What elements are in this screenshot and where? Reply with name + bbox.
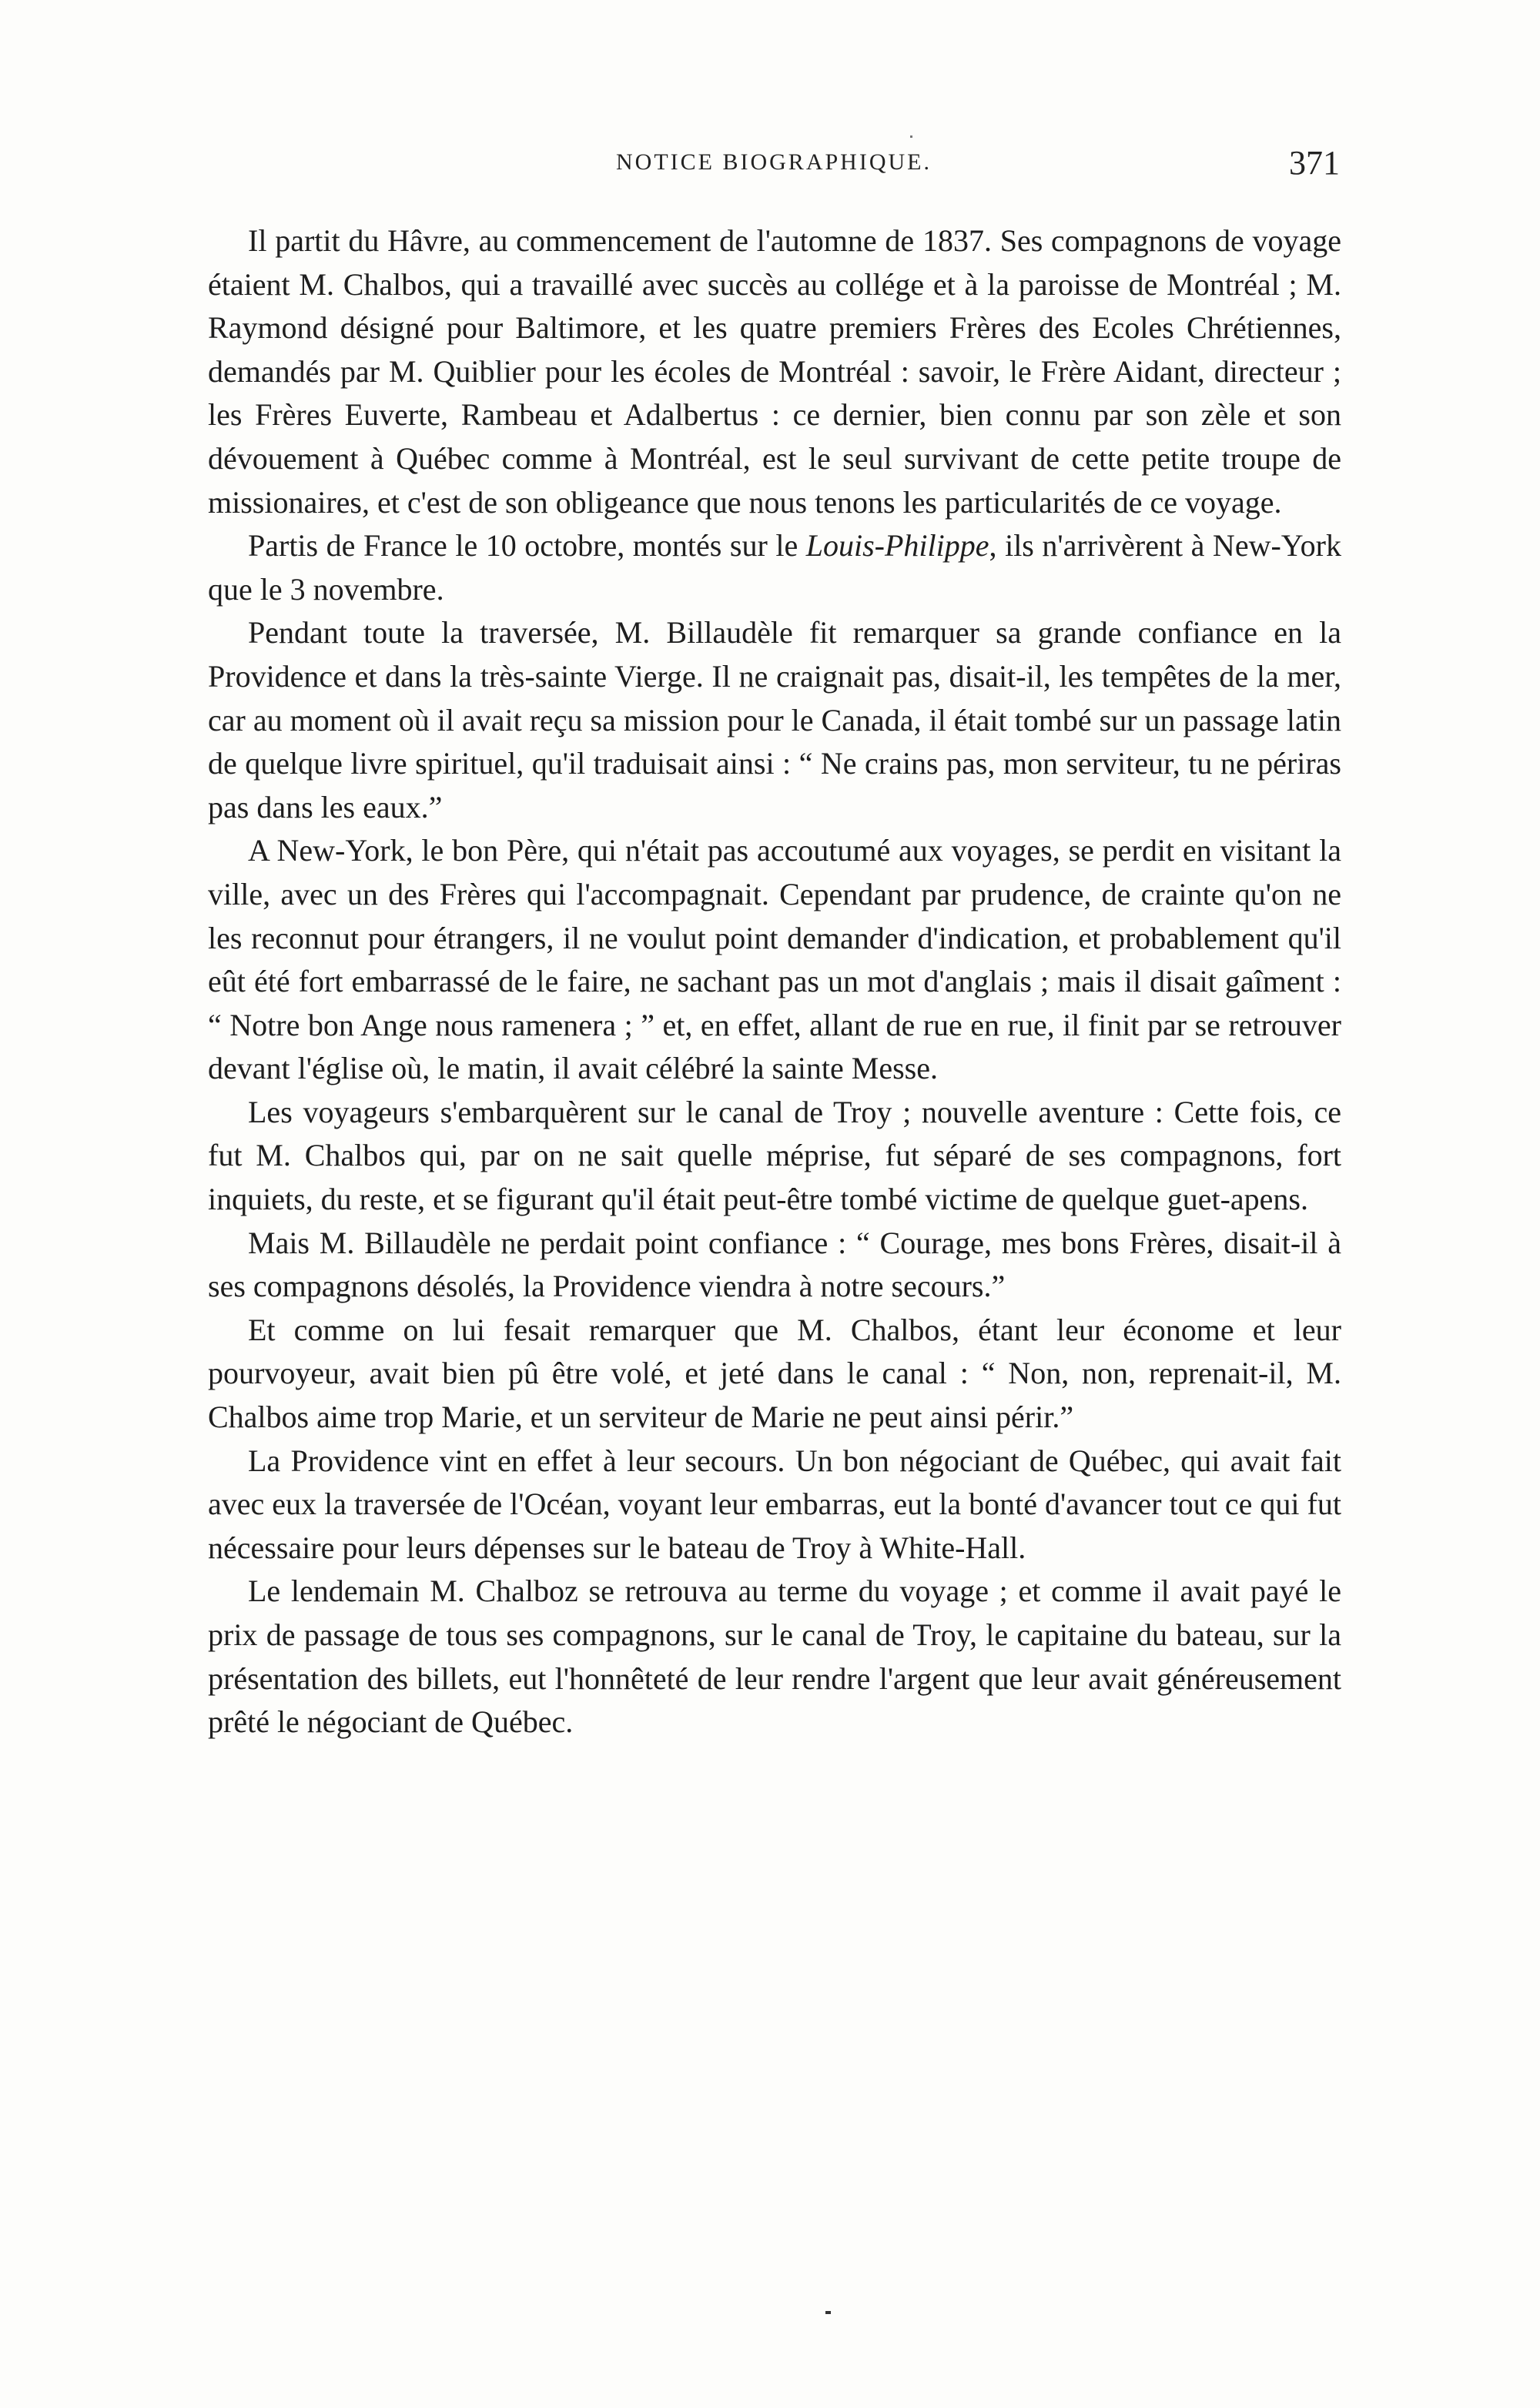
ship-name: Louis-Philippe [805,528,989,564]
paragraph [208,524,1341,611]
ink-speck [910,135,912,138]
paragraph: A New-York, le bon Père, qui n'était pas accoutumé aux voyages, se perdit en visitant la ville, avec un des Frères qui l'accompagnait. Cependant par prudence, de crainte qu'on ne les reconnut pour étrangers, il ne voulut point demander d'indication, et probablement qu'il eût été fort embarrassé de le faire, ne sachant pas un mot d'anglais ; mais il disait gaîment : “ Notre bon Ange nous ramenera ; ” et, en effet, allant de rue en rue, il finit par se retrouver devant l'église où, le matin, il avait célébré la sainte Messe. [208,833,1341,1086]
paragraph: La Providence vint en effet à leur secours. Un bon négociant de Québec, qui avait fait avec eux la traversée de l'Océan, voyant leur embarras, eut la bonté d'avancer tout ce qui fut nécessaire pour leurs dépenses sur le bateau de Troy à White-Hall. [208,1443,1341,1565]
paragraph: Les voyageurs s'embarquèrent sur le canal de Troy ; nouvelle aventure : Cette fois, ce fut M. Chalbos qui, par on ne sait quelle méprise, fut séparé de ses compagnons, fort inquiets, du reste, et se figurant qu'il était peut-être tombé victime de quelque guet-apens. [208,1094,1341,1217]
paragraph-text: , ils n'arrivèrent à New-York que le 3 novembre. [208,528,1341,607]
footer-mark [825,2311,831,2314]
page-number: 371 [1289,144,1340,182]
paragraph: Et comme on lui fesait remarquer que M. Chalbos, étant leur économe et leur pourvoyeur, avait bien pû être volé, et jeté dans le canal : “ Non, non, reprenait-il, M. Chalbos aime trop Marie, et un serviteur de Marie ne peut ainsi périr.” [208,1312,1341,1435]
paragraph: Le lendemain M. Chalboz se retrouva au terme du voyage ; et comme il avait payé le prix de passage de tous ses compagnons, sur le canal de Troy, le capitaine du bateau, sur la présentation des billets, eut l'honnêteté de leur rendre l'argent que leur avait généreusement prêté le négociant de Québec. [208,1574,1341,1740]
paragraph: Pendant toute la traversée, M. Billaudèle fit remarquer sa grande confiance en la Providence et dans la très-sainte Vierge. Il ne craignait pas, disait-il, les tempêtes de la mer, car au moment où il avait reçu sa mission pour le Canada, il était tombé sur un passage latin de quelque livre spirituel, qu'il traduisait ainsi : “ Ne crains pas, mon serviteur, tu ne périras pas dans les eaux.” [208,615,1341,824]
body-text [208,219,1341,1744]
paragraph: Il partit du Hâvre, au commencement de l'automne de 1837. Ses compagnons de voyage étaient M. Chalbos, qui a travaillé avec succès au collége et à la paroisse de Montréal ; M. Raymond désigné pour Baltimore, et les quatre premiers Frères des Ecoles Chrétiennes, demandés par M. Quiblier pour les écoles de Montréal : savoir, le Frère Aidant, directeur ; les Frères Euverte, Rambeau et Adalbertus : ce dernier, bien connu par son zèle et son dévouement à Québec comme à Montréal, est le seul survivant de cette petite troupe de missionaires, et c'est de son obligeance que nous tenons les particularités de ce voyage. [208,223,1341,520]
paragraph-text: Partis de France le 10 octobre, montés sur le [248,528,806,564]
paragraph: Mais M. Billaudèle ne perdait point confiance : “ Courage, mes bons Frères, disait-il à ses compagnons désolés, la Providence viendra à notre secours.” [208,1225,1341,1304]
page-header [208,143,1340,189]
running-title: NOTICE BIOGRAPHIQUE. [616,149,932,175]
